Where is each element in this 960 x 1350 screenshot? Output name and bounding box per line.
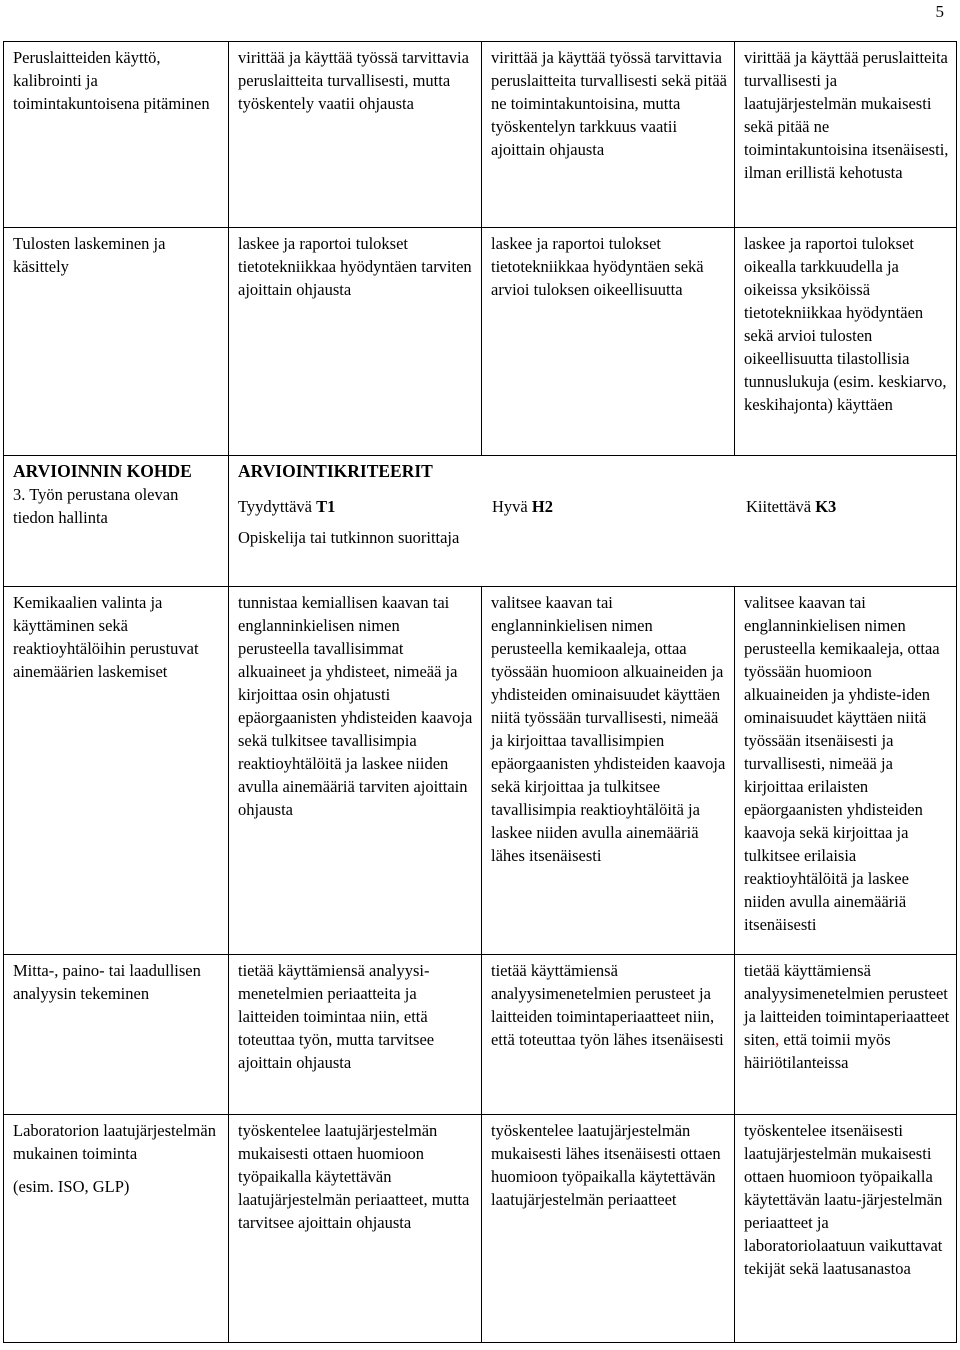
criteria-h2-cell: työskentelee laatujärjestelmän mukaisesti lähes itsenäisesti ottaen huomioon työpaikalla käytettävän laatujärjestelmän periaatteet: [482, 1115, 735, 1343]
criteria-k3-cell: työskentelee itsenäisesti laatujärjestelmän mukaisesti ottaen huomioon työpaikalla käytettävän laatu-järjestelmän periaatteet ja laboratoriolaatuun vaikuttavat tekijät sekä laatusanastoa: [735, 1115, 957, 1343]
grade-k3-label: Kiitettävä K3: [746, 497, 837, 516]
criteria-t1-cell: tietää käyttämiensä analyysi-menetelmien periaatteita ja laitteiden toimintaa niin, että toteuttaa työn, mutta tarvitsee ajoittain ohjausta: [229, 955, 482, 1115]
criteria-h2-cell: tietää käyttämiensä analyysimenetelmien perusteet ja laitteiden toimintaperiaatteet niin, että toteuttaa työn lähes itsenäisesti: [482, 955, 735, 1115]
criteria-header: [229, 456, 957, 587]
assessment-target-cell: Mitta-, paino- tai laadullisen analyysin tekeminen: [4, 955, 229, 1115]
criteria-k3-cell: virittää ja käyttää peruslaitteita turvallisesti ja laatujärjestelmän mukaisesti sekä pitää ne toimintakuntoisina itsenäisesti, ilman erillistä kehotusta: [735, 42, 957, 228]
table-row: [4, 587, 957, 955]
criteria-h2-cell: laskee ja raportoi tulokset tietotekniikkaa hyödyntäen sekä arvioi tuloksen oikeellisuutta: [482, 228, 735, 456]
table-row: [4, 1115, 957, 1343]
grade-labels: [238, 495, 950, 518]
criteria-h2-cell: valitsee kaavan tai englanninkielisen nimen perusteella kemikaaleja, ottaa työssään huomioon alkuaineiden ja yhdisteiden ominaisuudet käyttäen niitä työssään turvallisesti, nimeää ja kirjoittaa tavallisimpien epäorgaanisten yhdisteiden kaavoja sekä kirjoittaa ja tulkitsee tavallisimpia reaktioyhtälöitä ja laskee niiden avulla ainemääriä lähes itsenäisesti: [482, 587, 735, 955]
criteria-k3-cell: tietää käyttämiensä analyysimenetelmien perusteet ja laitteiden toimintaperiaatteet siten, että toimii myös häiriötilanteissa: [735, 955, 957, 1115]
assessment-target-cell: Peruslaitteiden käyttö, kalibrointi ja toimintakuntoisena pitäminen: [4, 42, 229, 228]
criteria-t1-cell: työskentelee laatujärjestelmän mukaisesti ottaen huomioon työpaikalla käytettävän laatujärjestelmän periaatteet, mutta tarvitsee ajoittain ohjausta: [229, 1115, 482, 1343]
section-title: 3. Työn perustana olevan tiedon hallinta: [13, 485, 179, 527]
target-label: ARVIOINNIN KOHDE: [13, 461, 192, 481]
grade-h2-label: Hyvä H2: [492, 497, 553, 516]
criteria-k3-cell: laskee ja raportoi tulokset oikealla tarkkuudella ja oikeissa yksiköissä tietotekniikkaa hyödyntäen sekä arvioi tulosten oikeellisuutta tilastollisia tunnuslukuja (esim. keskiarvo, keskihajonta) käyttäen: [735, 228, 957, 456]
header-row: [4, 456, 957, 587]
table-row: [4, 42, 957, 228]
table-row: [4, 228, 957, 456]
assessment-target-header: [4, 456, 229, 587]
assessment-target-cell: Kemikaalien valinta ja käyttäminen sekä reaktioyhtälöihin perustuvat ainemäärien laskemiset: [4, 587, 229, 955]
table-row: [4, 955, 957, 1115]
red-comma: ,: [775, 1030, 780, 1049]
target-example: (esim. ISO, GLP): [13, 1177, 130, 1196]
page-number: 5: [935, 2, 944, 21]
criteria-t1-cell: virittää ja käyttää työssä tarvittavia peruslaitteita turvallisesti, mutta työskentely vaatii ohjausta: [229, 42, 482, 228]
grade-t1-label: Tyydyttävä T1: [238, 497, 336, 516]
criteria-title: ARVIOINTIKRITEERIT: [238, 461, 433, 481]
assessment-target-cell: [4, 1115, 229, 1343]
criteria-t1-cell: laskee ja raportoi tulokset tietotekniikkaa hyödyntäen tarviten ajoittain ohjausta: [229, 228, 482, 456]
criteria-h2-cell: virittää ja käyttää työssä tarvittavia peruslaitteita turvallisesti sekä pitää ne toimintakuntoisina, mutta työskentelyn tarkkuus vaatii ajoittain ohjausta: [482, 42, 735, 228]
assessment-criteria-table: [3, 41, 957, 1343]
criteria-t1-cell: tunnistaa kemiallisen kaavan tai englanninkielisen nimen perusteella tavallisimmat alkuaineet ja yhdisteet, nimeää ja kirjoittaa osin ohjatusti epäorgaanisten yhdisteiden kaavoja sekä tulkitsee tavallisimpia reaktioyhtälöitä ja laskee niiden avulla ainemääriä tarviten ajoittain ohjausta: [229, 587, 482, 955]
criteria-k3-cell: valitsee kaavan tai englanninkielisen nimen perusteella kemikaaleja, ottaa työssään huomioon alkuaineiden ja yhdiste-iden ominaisuudet käyttäen niitä työssään itsenäisesti ja turvallisesti, nimeää ja kirjoittaa erilaisten epäorgaanisten yhdisteiden kaavoja sekä kirjoittaa ja tulkitsee erilaisia reaktioyhtälöitä ja laskee niiden avulla ainemääriä itsenäisesti: [735, 587, 957, 955]
target-text: Laboratorion laatujärjestelmän mukainen toiminta: [13, 1121, 216, 1163]
assessment-target-cell: Tulosten laskeminen ja käsittely: [4, 228, 229, 456]
subject-label: Opiskelija tai tutkinnon suorittaja: [238, 528, 460, 547]
